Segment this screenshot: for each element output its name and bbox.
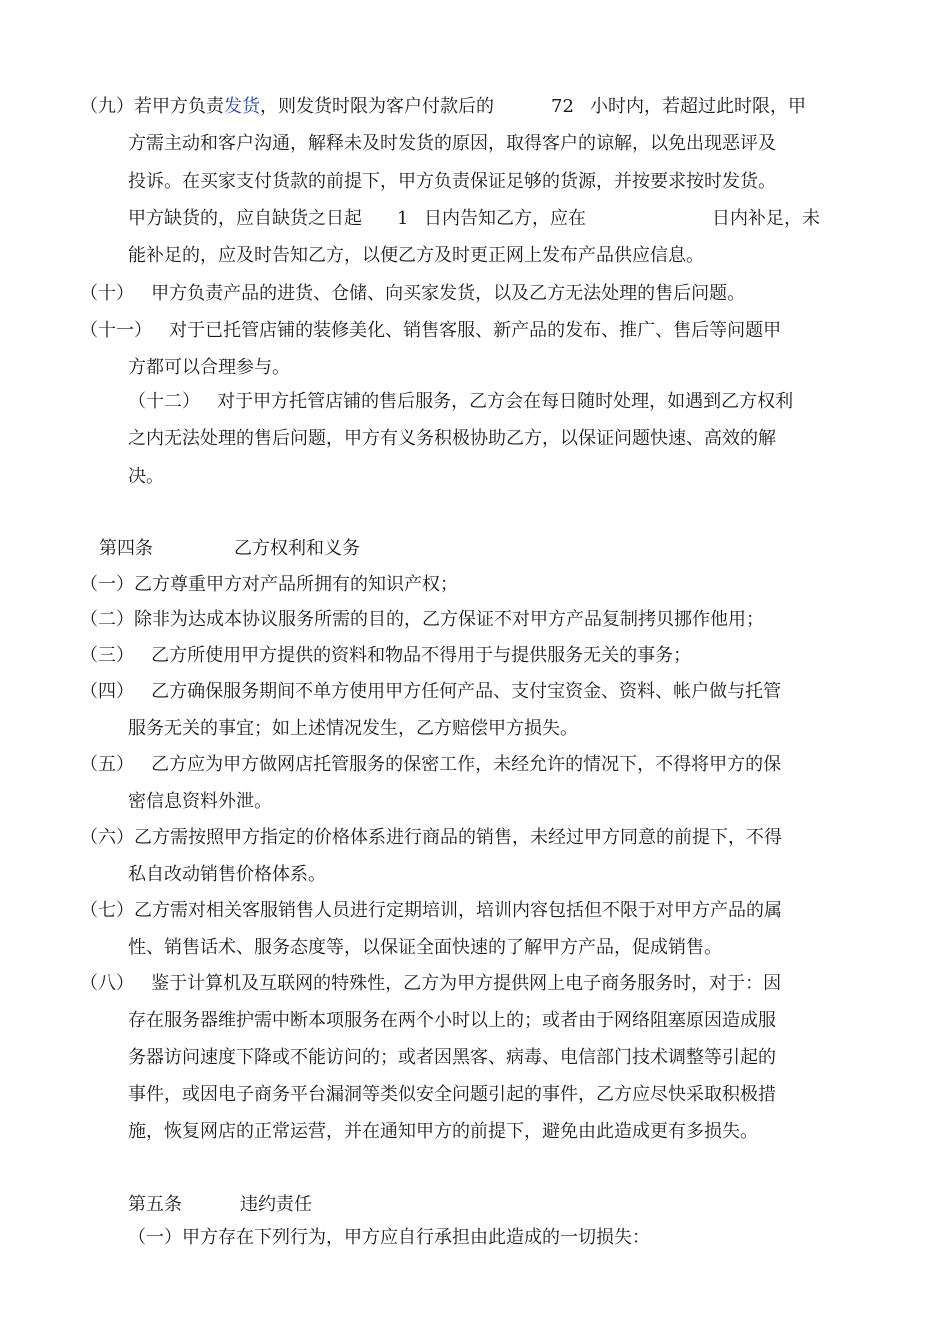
item12-line2: 之内无法处理的售后问题，甲方有义务积极协助乙方，以保证问题快速、高效的解 xyxy=(128,428,776,449)
item9-notify-days: 1 xyxy=(397,208,409,229)
item9-line4-prefix: 甲方缺货的，应自缺货之日起 xyxy=(128,208,362,229)
item11-line2: 方都可以合理参与。 xyxy=(128,357,290,378)
item9-line1-suffix: 小时内，若超过此时限，甲 xyxy=(590,96,806,117)
section5-heading-title: 违约责任 xyxy=(240,1194,312,1215)
s4-item5-line2: 密信息资料外泄。 xyxy=(128,791,272,812)
s4-item8-line5: 施，恢复网店的正常运营，并在通知甲方的前提下，避免由此造成更有多损失。 xyxy=(128,1121,758,1142)
s4-item5-line1: （五） 乙方应为甲方做网店托管服务的保密工作，未经允许的情况下，不得将甲方的保 xyxy=(80,754,782,775)
section4-heading-number: 第四条 xyxy=(99,538,153,559)
s4-item1: （一）乙方尊重甲方对产品所拥有的知识产权； xyxy=(80,574,458,595)
section5-heading-number: 第五条 xyxy=(128,1194,182,1215)
item12-line3: 决。 xyxy=(128,466,164,487)
s4-item4-line1: （四） 乙方确保服务期间不单方使用甲方任何产品、支付宝资金、资料、帐户做与托管 xyxy=(80,681,782,702)
s4-item7-line1: （七）乙方需对相关客服销售人员进行定期培训，培训内容包括但不限于对甲方产品的属 xyxy=(80,900,782,921)
item9-line5: 能补足的，应及时告知乙方，以便乙方及时更正网上发布产品供应信息。 xyxy=(128,245,704,266)
item9-line1-mid: ，则发货时限为客户付款后的 xyxy=(260,96,494,117)
shipping-link[interactable]: 发货 xyxy=(224,96,260,117)
s4-item3: （三） 乙方所使用甲方提供的资料和物品不得用于与提供服务无关的事务； xyxy=(80,645,692,666)
s4-item2: （二）除非为达成本协议服务所需的目的，乙方保证不对甲方产品复制拷贝挪作他用； xyxy=(80,609,764,630)
item9-line4-suffix: 日内补足，未 xyxy=(712,208,820,229)
item9-line3: 投诉。在买家支付货款的前提下，甲方负责保证足够的货源，并按要求按时发货。 xyxy=(128,171,776,192)
item12-line1: （十二） 对于甲方托管店铺的售后服务，乙方会在每日随时处理，如遇到乙方权利 xyxy=(128,391,794,412)
item9-line1 xyxy=(80,96,494,118)
s4-item8-line2: 存在服务器维护需中断本项服务在两个小时以上的；或者由于网络阻塞原因造成服 xyxy=(128,1010,776,1031)
item10-line: （十） 甲方负责产品的进货、仓储、向买家发货，以及乙方无法处理的售后问题。 xyxy=(80,283,746,304)
s4-item8-line4: 事件，或因电子商务平台漏洞等类似安全问题引起的事件，乙方应尽快采取积极措 xyxy=(128,1084,776,1105)
item9-hours: 72 xyxy=(551,96,574,117)
item9-line2: 方需主动和客户沟通，解释未及时发货的原因，取得客户的谅解，以免出现恶评及 xyxy=(128,133,776,154)
s4-item6-line2: 私自改动销售价格体系。 xyxy=(128,864,326,885)
item11-line1: （十一） 对于已托管店铺的装修美化、销售客服、新产品的发布、推广、售后等问题甲 xyxy=(80,320,782,341)
section4-heading-title: 乙方权利和义务 xyxy=(234,538,360,559)
s4-item6-line1: （六）乙方需按照甲方指定的价格体系进行商品的销售，未经过甲方同意的前提下，不得 xyxy=(80,827,782,848)
s4-item4-line2: 服务无关的事宜；如上述情况发生，乙方赔偿甲方损失。 xyxy=(128,718,578,739)
s5-item1: （一）甲方存在下列行为，甲方应自行承担由此造成的一切损失： xyxy=(128,1227,650,1248)
item9-line4-mid: 日内告知乙方，应在 xyxy=(424,208,586,229)
s4-item8-line3: 务器访问速度下降或不能访问的；或者因黑客、病毒、电信部门技术调整等引起的 xyxy=(128,1047,776,1068)
item9-line1-prefix: （九）若甲方负责 xyxy=(80,96,224,117)
s4-item8-line1: （八） 鉴于计算机及互联网的特殊性，乙方为甲方提供网上电子商务服务时，对于：因 xyxy=(80,973,782,994)
s4-item7-line2: 性、销售话术、服务态度等，以保证全面快速的了解甲方产品，促成销售。 xyxy=(128,937,722,958)
